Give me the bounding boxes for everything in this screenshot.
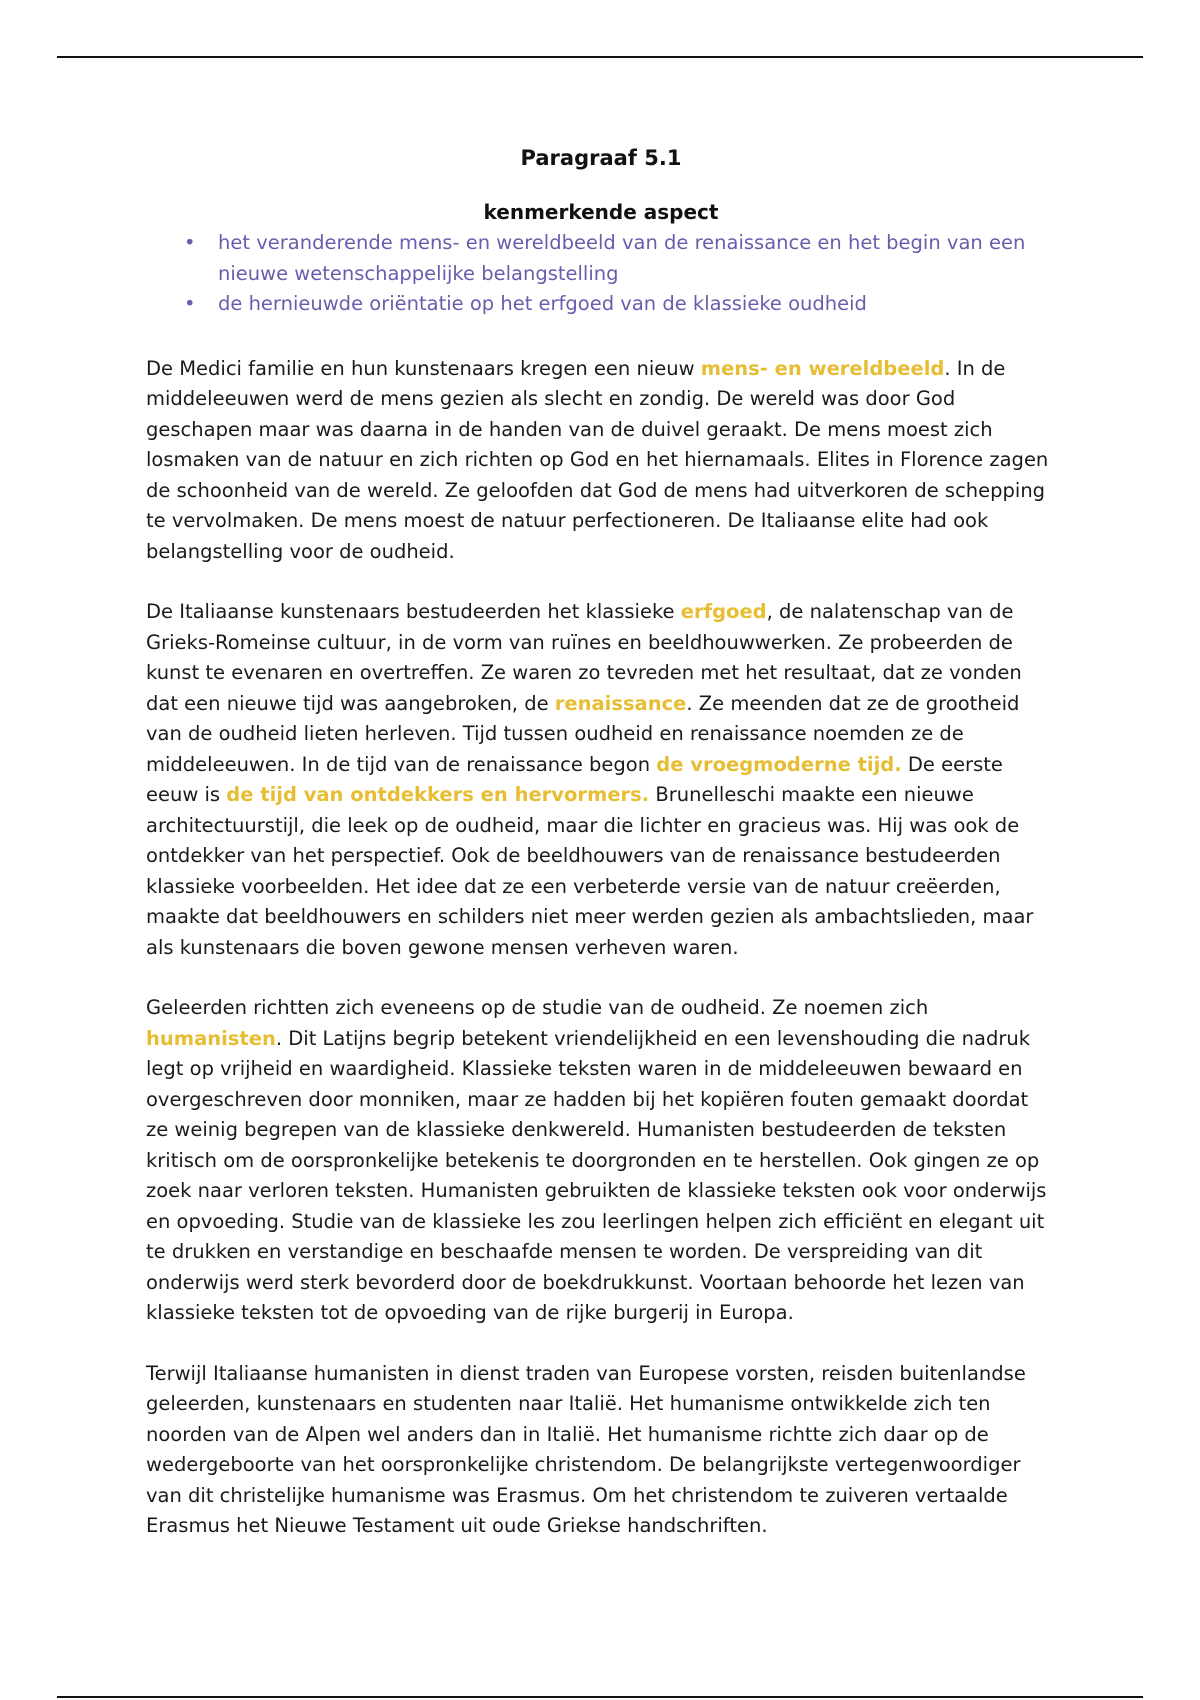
text-run: De eerste eeuw is [146,752,1003,806]
top-rule [57,56,1143,58]
text-run: De Italiaanse kunstenaars bestudeerden het klassieke [146,600,681,623]
paragraph-2 [146,597,1056,963]
text-run: Terwijl Italiaanse humanisten in dienst traden van Europese vorsten, reisden buitenlandse geleerden, kunstenaars en studenten naar Italië. Het humanisme ontwikkelde zich ten noorden van de Alpen wel anders dan in Italië. Het humanisme richtte zich daar op de wedergeboorte van het oorspronkelijke christendom. De belangrijkste vertegenwoordiger van dit christelijke humanisme was Erasmus. Om het christendom te zuiveren vertaalde Erasmus het Nieuwe Testament uit oude Griekse handschriften. [146,1361,1026,1537]
highlight-term: humanisten [146,1026,276,1050]
list-item [146,289,1056,320]
text-run: De Medici familie en hun kunstenaars kregen een nieuw [146,356,701,380]
text-run: . Dit Latijns begrip betekent vriendelijkheid en een levenshouding die nadruk legt op vrijheid en waardigheid. Klassieke teksten waren in de middeleeuwen bewaard en overgeschreven door monniken, maar ze hadden bij het kopiëren fouten gemaakt doordat ze weinig begrepen van de klassieke denkwereld. Humanisten bestudeerden de teksten kritisch om de oorspronkelijke betekenis te doorgronden en te herstellen. Ook gingen ze op zoek naar verloren teksten. Humanisten gebruikten de klassieke teksten ook voor onderwijs en opvoeding. Studie van de klassieke les zou leerlingen helpen zich efficiënt en elegant uit te drukken en verstandige en beschaafde mensen te worden. De verspreiding van dit onderwijs werd sterk bevorderd door de boekdrukkunst. Voortaan behoorde het lezen van klassieke teksten tot de opvoeding van de rijke burgerij in Europa. [146,1026,1047,1324]
section-subtitle: kenmerkende aspect [483,200,719,224]
page-title: Paragraaf 5.1 [520,146,682,170]
aspect-text: de hernieuwde oriëntatie op het erfgoed van de klassieke oudheid [218,292,867,315]
highlight-term: mens- en wereldbeeld [700,356,945,380]
aspect-list [146,228,1056,320]
text-run: Geleerden richtten zich eveneens op de studie van de oudheid. Ze noemen zich [146,996,929,1019]
aspect-text: het veranderende mens- en wereldbeeld van de renaissance en het begin van een nieuwe wetenschappelijke belangstelling [218,231,1026,285]
highlight-term: de tijd van ontdekkers en hervormers. [226,783,650,806]
document-body [146,146,1056,1572]
paragraph-4 [146,1359,1056,1542]
bottom-rule [57,1696,1143,1698]
bullet-icon: • [184,292,196,315]
text-run: . Ze meenden dat ze de grootheid van de oudheid lieten herleven. Tijd tussen oudheid en renaissance noemden ze de middeleeuwen. In de tijd van de renaissance begon [146,691,1020,776]
highlight-term: de vroegmoderne tijd. [656,752,902,776]
paragraph-1 [146,354,1056,568]
list-item [146,228,1056,289]
paragraph-3 [146,993,1056,1329]
highlight-term: renaissance [554,691,687,715]
text-run: Brunelleschi maakte een nieuwe architectuurstijl, die leek op de oudheid, maar die lichter en gracieus was. Hij was ook de ontdekker van het perspectief. Ook de beeldhouwers van de renaissance bestudeerden klassieke voorbeelden. Het idee dat ze een verbeterde versie van de natuur creëerden, maakte dat beeldhouwers en schilders niet meer werden gezien als ambachtslieden, maar als kunstenaars die boven gewone mensen verheven waren. [146,783,1034,959]
highlight-term: erfgoed [680,600,767,623]
text-run: , de nalatenschap van de Grieks-Romeinse cultuur, in de vorm van ruïnes en beeldhouwwerken. Ze probeerden de kunst te evenaren en overtreffen. Ze waren zo tevreden met het resultaat, dat ze vonden dat een nieuwe tijd was aangebroken, de [146,600,1022,715]
text-run: . In de middeleeuwen werd de mens gezien als slecht en zondig. De wereld was door God geschapen maar was daarna in de handen van de duivel geraakt. De mens moest zich losmaken van de natuur en zich richten op God en het hiernamaals. Elites in Florence zagen de schoonheid van de wereld. Ze geloofden dat God de mens had uitverkoren de schepping te vervolmaken. De mens moest de natuur perfectioneren. De Italiaanse elite had ook belangstelling voor de oudheid. [146,356,1049,563]
bullet-icon: • [184,231,196,254]
